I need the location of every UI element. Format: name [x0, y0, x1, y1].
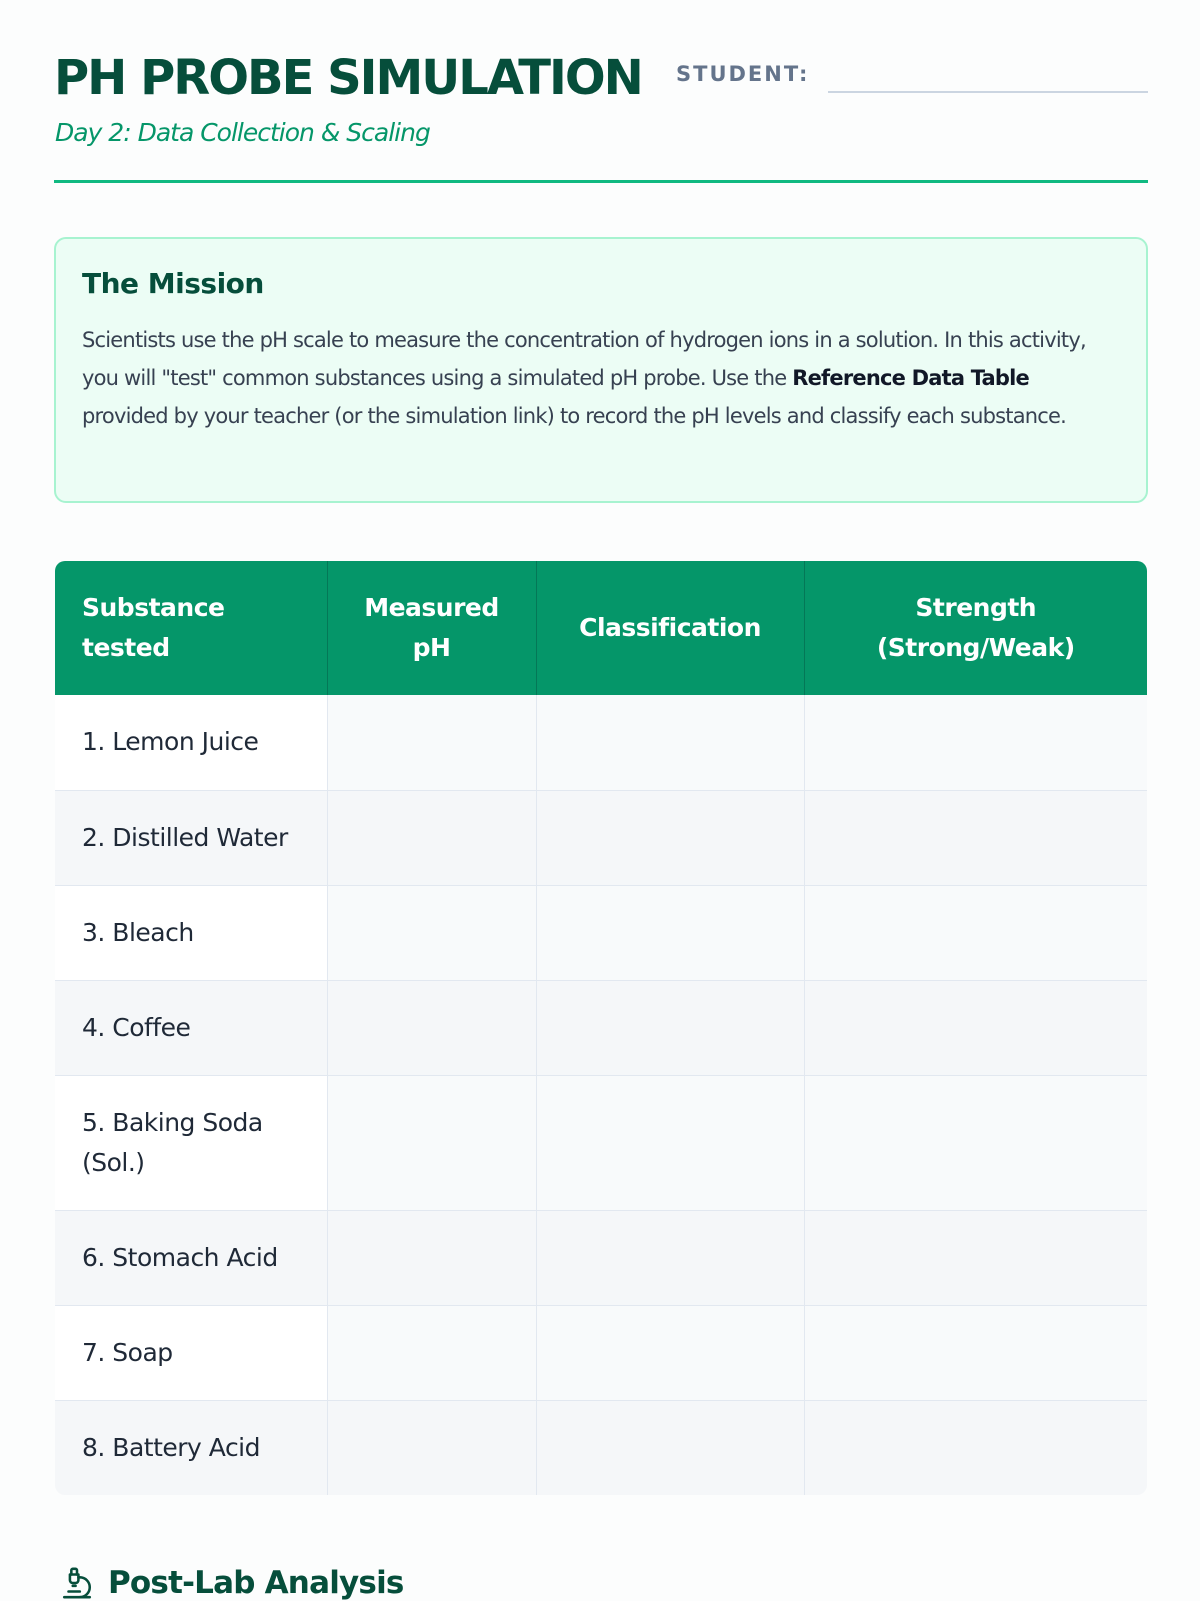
analysis-title: Post-Lab Analysis [108, 1565, 404, 1601]
classification-cell[interactable] [536, 695, 804, 790]
substance-cell: 5. Baking Soda (Sol.) [55, 1075, 327, 1210]
measured-ph-cell[interactable] [327, 1075, 536, 1210]
header-divider [54, 180, 1148, 183]
student-label: STUDENT: [676, 62, 810, 86]
column-header-strength: Strength (Strong/Weak) [804, 561, 1147, 695]
strength-cell[interactable] [804, 790, 1147, 885]
substance-cell: 8. Battery Acid [55, 1400, 327, 1495]
classification-cell[interactable] [536, 1305, 804, 1400]
table-row [55, 790, 1147, 885]
table-row [55, 980, 1147, 1075]
mission-text-part: provided by your teacher (or the simulation link) to record the pH levels and classify each substance. [82, 403, 1067, 428]
classification-cell[interactable] [536, 1400, 804, 1495]
mission-text-part: Scientists use the pH scale to measure the concentration of hydrogen ions in a solution. In this activity, you will "test" common substances using a simulated pH probe. Use the [82, 327, 1086, 390]
strength-cell[interactable] [804, 1075, 1147, 1210]
strength-cell[interactable] [804, 1210, 1147, 1305]
table-row [55, 1305, 1147, 1400]
data-table [55, 561, 1147, 1495]
classification-cell[interactable] [536, 790, 804, 885]
mission-box [54, 237, 1148, 503]
strength-cell[interactable] [804, 885, 1147, 980]
strength-cell[interactable] [804, 695, 1147, 790]
column-header-substance: Substance tested [55, 561, 327, 695]
table-header-row [55, 561, 1147, 695]
page-subtitle: Day 2: Data Collection & Scaling [55, 118, 430, 147]
mission-text [82, 321, 1120, 435]
post-lab-analysis-heading [60, 1565, 404, 1601]
measured-ph-cell[interactable] [327, 1400, 536, 1495]
substance-cell: 7. Soap [55, 1305, 327, 1400]
table-row [55, 1075, 1147, 1210]
table-row [55, 1210, 1147, 1305]
classification-cell[interactable] [536, 1075, 804, 1210]
column-header-classification: Classification [536, 561, 804, 695]
column-header-measured-ph: Measured pH [327, 561, 536, 695]
strength-cell[interactable] [804, 1305, 1147, 1400]
reference-table-label: Reference Data Table [792, 365, 1029, 390]
mission-heading: The Mission [82, 267, 264, 300]
substance-cell: 2. Distilled Water [55, 790, 327, 885]
microscope-icon [60, 1565, 94, 1601]
table-row [55, 1400, 1147, 1495]
measured-ph-cell[interactable] [327, 695, 536, 790]
student-name-line [828, 91, 1148, 93]
table-row [55, 885, 1147, 980]
measured-ph-cell[interactable] [327, 980, 536, 1075]
substance-cell: 6. Stomach Acid [55, 1210, 327, 1305]
classification-cell[interactable] [536, 980, 804, 1075]
page-title: PH PROBE SIMULATION [54, 50, 642, 106]
strength-cell[interactable] [804, 980, 1147, 1075]
substance-cell: 1. Lemon Juice [55, 695, 327, 790]
measured-ph-cell[interactable] [327, 1305, 536, 1400]
measured-ph-cell[interactable] [327, 790, 536, 885]
substance-cell: 4. Coffee [55, 980, 327, 1075]
measured-ph-cell[interactable] [327, 885, 536, 980]
substance-cell: 3. Bleach [55, 885, 327, 980]
classification-cell[interactable] [536, 885, 804, 980]
strength-cell[interactable] [804, 1400, 1147, 1495]
classification-cell[interactable] [536, 1210, 804, 1305]
measured-ph-cell[interactable] [327, 1210, 536, 1305]
table-row [55, 695, 1147, 790]
